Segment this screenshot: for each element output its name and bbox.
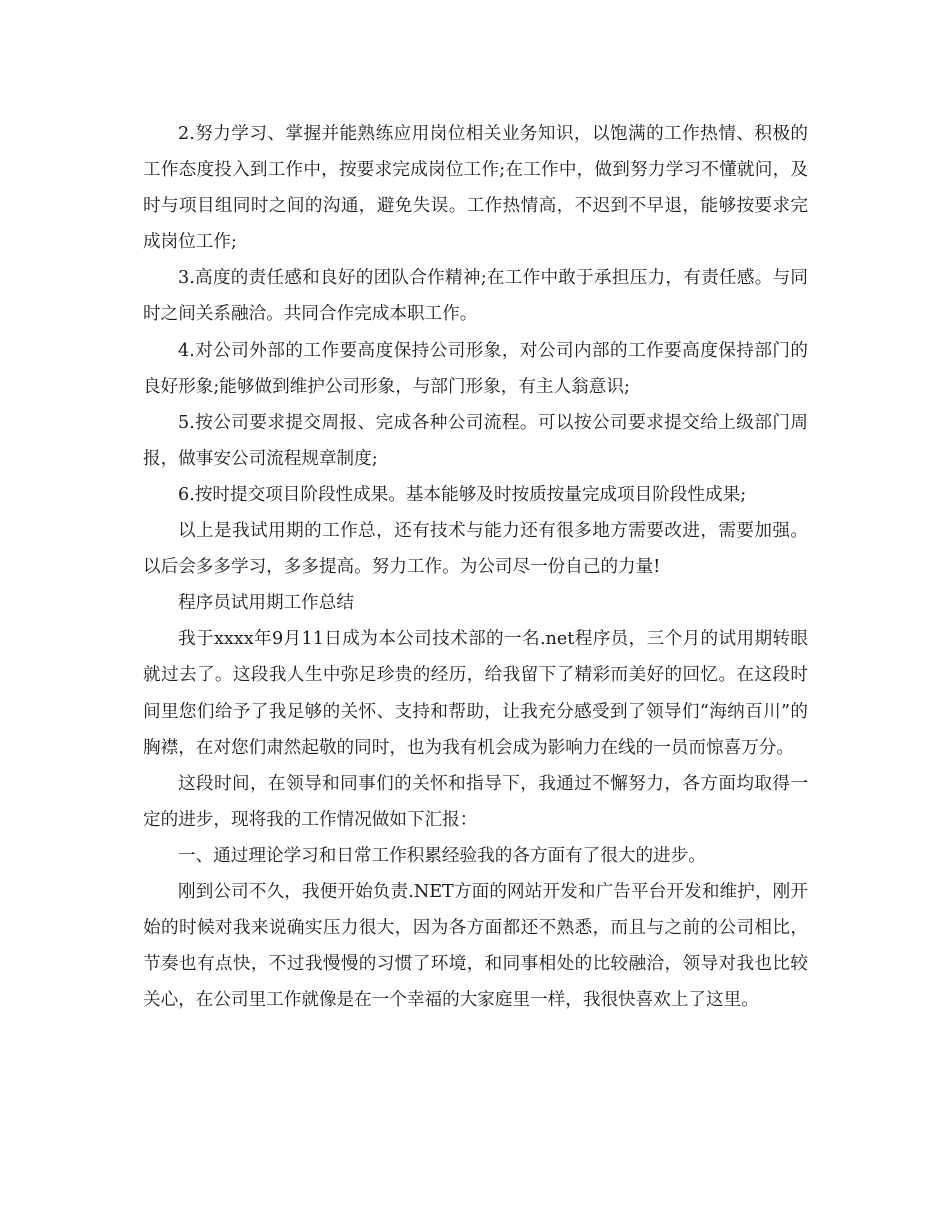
document-body	[143, 116, 808, 1018]
paragraph-experience: 刚到公司不久，我便开始负责.NET方面的网站开发和广告平台开发和维护，刚开始的时候对我来说确实压力很大，因为各方面都还不熟悉，而且与之前的公司相比，节奏也有点快，不过我慢慢的习惯了环境，和同事相处的比较融洽，领导对我也比较关心，在公司里工作就像是在一个幸福的大家庭里一样，我很快喜欢上了这里。	[143, 881, 808, 1011]
paragraph-item-5: 5.按公司要求提交周报、完成各种公司流程。可以按公司要求提交给上级部门周报，做事安公司流程规章制度;	[143, 412, 808, 469]
paragraph-item-6: 6.按时提交项目阶段性成果。基本能够及时按质按量完成项目阶段性成果;	[178, 484, 747, 505]
paragraph-item-2: 2.努力学习、掌握并能熟练应用岗位相关业务知识，以饱满的工作热情、积极的工作态度投入到工作中，按要求完成岗位工作;在工作中，做到努力学习不懂就问，及时与项目组同时之间的沟通，避免失误。工作热情高，不迟到不早退，能够按要求完成岗位工作;	[143, 124, 808, 253]
paragraph-intro: 我于xxxx年9月11日成为本公司技术部的一名.net程序员，三个月的试用期转眼就过去了。这段我人生中弥足珍贵的经历，给我留下了精彩而美好的回忆。在这段时间里您们给予了我足够的关怀、支持和帮助，让我充分感受到了领导们“海纳百川”的胸襟，在对您们肃然起敬的同时，也为我有机会成为影响力在线的一员而惊喜万分。	[143, 629, 808, 758]
paragraph-summary: 以上是我试用期的工作总，还有技术与能力还有很多地方需要改进，需要加强。以后会多多学习，多多提高。努力工作。为公司尽一份自己的力量!	[143, 521, 808, 578]
paragraph-item-3: 3.高度的责任感和良好的团队合作精神;在工作中敢于承担压力，有责任感。与同时之间关系融洽。共同合作完成本职工作。	[143, 268, 808, 325]
section-title: 程序员试用期工作总结	[178, 593, 354, 614]
paragraph-item-4: 4.对公司外部的工作要高度保持公司形象，对公司内部的工作要高度保持部门的良好形象;能够做到维护公司形象，与部门形象，有主人翁意识;	[143, 340, 808, 397]
section-heading-one: 一、通过理论学习和日常工作积累经验我的各方面有了很大的进步。	[178, 845, 706, 866]
paragraph-report: 这段时间，在领导和同事们的关怀和指导下，我通过不懈努力，各方面均取得一定的进步，现将我的工作情况做如下汇报：	[143, 773, 808, 830]
